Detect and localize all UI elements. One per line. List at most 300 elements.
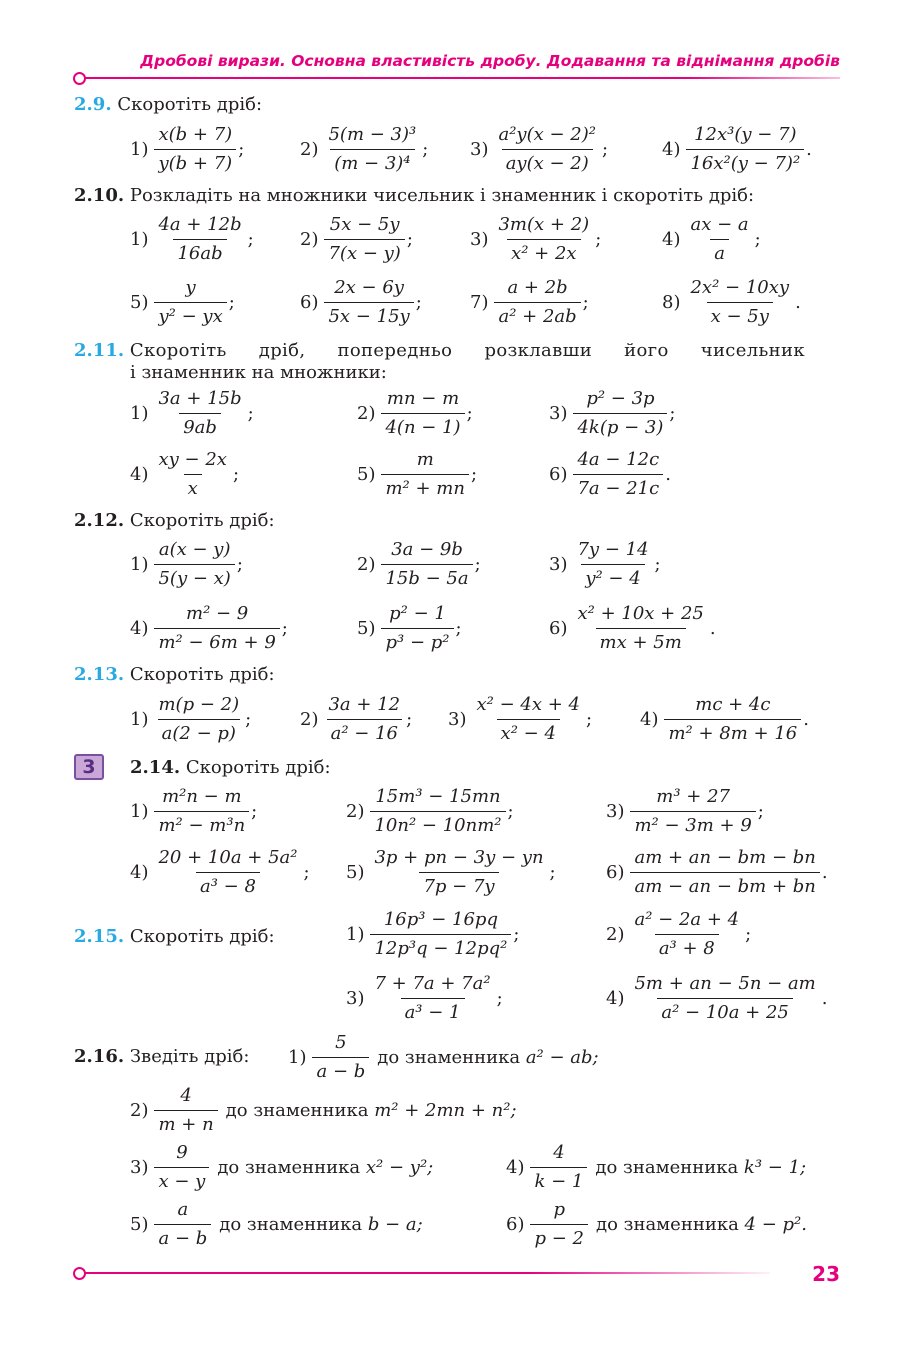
- punctuation: ;: [549, 862, 556, 883]
- fraction-numerator: 3a + 15b: [158, 388, 242, 409]
- exercise-text: Скоротіть дріб:: [129, 510, 275, 531]
- fraction: [154, 276, 226, 329]
- fraction-denominator: 15b − 5a: [381, 564, 472, 591]
- punctuation: ;: [228, 292, 235, 313]
- item-label: 1): [130, 801, 149, 822]
- fraction-denominator: a³ − 1: [401, 998, 465, 1025]
- page-number: 23: [812, 1262, 840, 1286]
- item-label: 6): [300, 292, 319, 313]
- fraction: [630, 908, 743, 961]
- item-label: 4): [606, 988, 625, 1009]
- fraction: [381, 387, 464, 440]
- fraction: [154, 123, 236, 176]
- target-denominator: 4 − p².: [744, 1214, 807, 1235]
- punctuation: ;: [754, 229, 761, 250]
- fraction-item: [357, 387, 473, 440]
- fraction-numerator: 15m³ − 15mn: [375, 786, 501, 807]
- punctuation: ;: [422, 139, 429, 160]
- fraction-denominator: y² − 4: [581, 564, 644, 591]
- fraction-denominator: a: [710, 239, 729, 266]
- punctuation: .: [803, 709, 809, 730]
- fraction-numerator: y: [185, 277, 196, 298]
- fraction-numerator: m: [416, 449, 434, 470]
- fraction-item: [549, 602, 716, 655]
- fraction-denominator: p³ − p²: [381, 628, 453, 655]
- fraction-numerator: 4a − 12c: [577, 449, 660, 470]
- exercise-number: 2.12.: [74, 510, 125, 531]
- fraction-numerator: 7 + 7a + 7a²: [374, 973, 491, 994]
- fraction-item: [300, 276, 422, 329]
- item-label: 2): [300, 139, 319, 160]
- fraction-item: [346, 908, 519, 961]
- fraction-numerator: p² − 1: [389, 603, 446, 624]
- fraction-item: [130, 1198, 423, 1251]
- fraction-item: [130, 213, 254, 266]
- fraction-numerator: mc + 4c: [695, 694, 771, 715]
- fraction-numerator: 9: [176, 1142, 188, 1163]
- fraction-denominator: a² + 2ab: [494, 302, 580, 329]
- fraction-numerator: 4: [180, 1085, 192, 1106]
- item-label: 8): [662, 292, 681, 313]
- fraction: [324, 123, 420, 176]
- fraction-item: [130, 1084, 517, 1137]
- punctuation: ;: [513, 924, 520, 945]
- fraction-item: [300, 693, 412, 746]
- to-denominator-label: до знаменника: [225, 1100, 375, 1121]
- fraction-denominator: 16ab: [173, 239, 226, 266]
- item-label: 6): [606, 862, 625, 883]
- exercise-text: Скоротіть дріб:: [129, 664, 275, 685]
- fraction-item: [300, 123, 428, 176]
- fraction-item: [506, 1141, 806, 1194]
- item-label: 6): [506, 1214, 525, 1235]
- punctuation: ;: [238, 139, 245, 160]
- fraction-item: [130, 276, 235, 329]
- item-label: 5): [130, 292, 149, 313]
- fraction-numerator: a: [177, 1199, 189, 1220]
- fraction: [154, 448, 230, 501]
- exercise-text: Скоротіть дріб:: [117, 94, 263, 115]
- exercise-number: 2.11.: [74, 340, 125, 361]
- fraction-item: [300, 213, 413, 266]
- footer-rule: [80, 1272, 770, 1274]
- fraction-denominator: x² − 4: [497, 719, 560, 746]
- exercise-text: Зведіть дріб:: [129, 1046, 250, 1067]
- fraction-item: [130, 602, 288, 655]
- fraction: [381, 448, 468, 501]
- exercise-number: 2.16.: [74, 1046, 125, 1067]
- punctuation: ;: [245, 709, 252, 730]
- fraction-denominator: m² − m³n: [154, 811, 249, 838]
- item-label: 3): [549, 554, 568, 575]
- item-label: 3): [130, 1157, 149, 1178]
- item-label: 3): [346, 988, 365, 1009]
- fraction-numerator: mn − m: [386, 388, 460, 409]
- fraction-denominator: y(b + 7): [154, 149, 236, 176]
- running-title: Дробові вирази. Основна властивість дробу. Додавання та віднімання дробів: [140, 52, 840, 70]
- fraction: [573, 448, 663, 501]
- punctuation: ;: [303, 862, 310, 883]
- fraction-denominator: a² − 10a + 25: [657, 998, 793, 1025]
- exercise-2-12-heading: [74, 510, 275, 532]
- fraction: [312, 1031, 369, 1084]
- fraction-item: [357, 448, 477, 501]
- fraction-denominator: 7(x − y): [324, 239, 404, 266]
- punctuation: .: [665, 464, 671, 485]
- fraction: [324, 693, 404, 746]
- fraction-numerator: 4: [553, 1142, 565, 1163]
- fraction-numerator: xy − 2x: [158, 449, 227, 470]
- fraction-numerator: 16p³ − 16pq: [383, 909, 498, 930]
- fraction-numerator: x(b + 7): [158, 124, 233, 145]
- fraction-denominator: 7a − 21c: [573, 474, 663, 501]
- item-label: 4): [662, 229, 681, 250]
- fraction-numerator: 12x³(y − 7): [694, 124, 797, 145]
- fraction-item: [549, 387, 675, 440]
- fraction-numerator: x² − 4x + 4: [476, 694, 580, 715]
- to-denominator-label: до знаменника: [217, 1157, 366, 1178]
- fraction-item: [640, 693, 809, 746]
- item-label: 4): [640, 709, 659, 730]
- fraction-numerator: m(p − 2): [158, 694, 240, 715]
- fraction-numerator: a(x − y): [158, 539, 231, 560]
- punctuation: .: [709, 618, 716, 639]
- punctuation: ;: [415, 292, 422, 313]
- item-label: 5): [130, 1214, 149, 1235]
- header-rule: [80, 77, 840, 79]
- fraction: [664, 693, 801, 746]
- fraction-item: [130, 448, 239, 501]
- fraction-item: [662, 213, 761, 266]
- item-label: 4): [130, 618, 149, 639]
- fraction-item: [288, 1031, 599, 1084]
- fraction-denominator: 9ab: [179, 413, 221, 440]
- item-label: 6): [549, 618, 568, 639]
- exercise-text: Скоротіть дріб, попередньо розклавши його чисельник: [129, 340, 805, 361]
- exercise-2-11-heading-line2: [130, 362, 387, 384]
- punctuation: ;: [455, 618, 462, 639]
- item-label: 3): [470, 139, 489, 160]
- item-label: 2): [130, 1100, 149, 1121]
- fraction: [573, 538, 652, 591]
- fraction-numerator: a²y(x − 2)²: [498, 124, 596, 145]
- fraction-item: [357, 538, 481, 591]
- fraction-item: [662, 123, 812, 176]
- item-label: 1): [130, 229, 149, 250]
- item-label: 1): [130, 403, 149, 424]
- footer-rule-dot: [73, 1267, 86, 1280]
- exercise-number: 2.9.: [74, 94, 112, 115]
- target-denominator: b − a;: [367, 1214, 423, 1235]
- item-label: 2): [357, 403, 376, 424]
- fraction-numerator: ax − a: [690, 214, 749, 235]
- target-denominator: a² − ab;: [525, 1047, 599, 1068]
- exercise-2-9-heading: [74, 94, 262, 116]
- fraction-denominator: x − 5y: [707, 302, 773, 329]
- fraction-numerator: 4a + 12b: [158, 214, 242, 235]
- fraction-denominator: 10n² − 10nm²: [370, 811, 505, 838]
- fraction-item: [470, 123, 608, 176]
- fraction-denominator: 5x − 15y: [324, 302, 413, 329]
- to-denominator-label: до знаменника: [377, 1047, 526, 1068]
- fraction-denominator: 12p³q − 12pq²: [370, 934, 511, 961]
- punctuation: ;: [757, 801, 764, 822]
- fraction: [324, 213, 404, 266]
- item-label: 3): [470, 229, 489, 250]
- fraction-denominator: a³ − 8: [196, 872, 260, 899]
- item-label: 2): [300, 229, 319, 250]
- item-label: 3): [448, 709, 467, 730]
- fraction-denominator: mx + 5m: [596, 628, 686, 655]
- fraction-item: [357, 602, 462, 655]
- to-denominator-label: до знаменника: [595, 1214, 745, 1235]
- exercise-2-13-heading: [74, 664, 275, 686]
- fraction-numerator: p² − 3p: [586, 388, 655, 409]
- exercise-number: 2.14.: [130, 757, 181, 778]
- item-label: 1): [130, 554, 149, 575]
- item-label: 2): [300, 709, 319, 730]
- item-label: 2): [346, 801, 365, 822]
- item-label: 4): [662, 139, 681, 160]
- fraction-numerator: 3a − 9b: [391, 539, 463, 560]
- exercise-2-15-heading: [74, 926, 275, 948]
- target-denominator: x² − y²;: [365, 1157, 434, 1178]
- fraction-item: [130, 846, 310, 899]
- fraction: [494, 276, 580, 329]
- fraction-denominator: ay(x − 2): [502, 149, 593, 176]
- fraction-item: [346, 972, 503, 1025]
- target-denominator-text: [595, 1157, 806, 1178]
- fraction-numerator: m³ + 27: [656, 786, 730, 807]
- target-denominator-text: [226, 1100, 517, 1121]
- fraction-item: [549, 448, 671, 501]
- exercise-number: 2.10.: [74, 185, 125, 206]
- punctuation: ;: [236, 554, 243, 575]
- item-label: 1): [130, 709, 149, 730]
- punctuation: ;: [406, 709, 413, 730]
- fraction-denominator: am − an − bm + bn: [630, 872, 819, 899]
- fraction-denominator: m² + 8m + 16: [664, 719, 801, 746]
- fraction: [154, 602, 279, 655]
- fraction-numerator: 3a + 12: [328, 694, 401, 715]
- item-label: 4): [506, 1157, 525, 1178]
- punctuation: ;: [232, 464, 240, 485]
- fraction-numerator: 2x² − 10xy: [690, 277, 790, 298]
- fraction-item: [549, 538, 661, 591]
- punctuation: ;: [654, 554, 661, 575]
- exercise-2-11-heading: [74, 340, 805, 362]
- exercise-2-16-heading: [74, 1046, 249, 1068]
- target-denominator-text: [377, 1047, 598, 1068]
- fraction-item: [130, 123, 244, 176]
- fraction: [630, 972, 819, 1025]
- fraction-item: [130, 538, 243, 591]
- target-denominator: m² + 2mn + n²;: [374, 1100, 517, 1121]
- fraction-numerator: 3p + pn − 3y − yn: [374, 847, 544, 868]
- fraction-denominator: x − y: [154, 1167, 209, 1194]
- punctuation: ;: [585, 709, 593, 730]
- fraction-item: [346, 785, 514, 838]
- fraction-denominator: m + n: [154, 1110, 217, 1137]
- fraction-item: [506, 1198, 807, 1251]
- item-label: 1): [130, 139, 149, 160]
- fraction-item: [606, 846, 828, 899]
- fraction-denominator: x² + 2x: [507, 239, 581, 266]
- fraction-item: [130, 1141, 433, 1194]
- fraction-numerator: a + 2b: [507, 277, 568, 298]
- punctuation: ;: [582, 292, 589, 313]
- fraction: [154, 213, 245, 266]
- fraction-item: [606, 908, 751, 961]
- fraction-numerator: 5x − 5y: [329, 214, 400, 235]
- item-label: 4): [130, 862, 149, 883]
- exercise-text: Скоротіть дріб:: [129, 926, 275, 947]
- fraction-numerator: m²n − m: [162, 786, 242, 807]
- exercise-2-14-heading: [130, 757, 331, 779]
- punctuation: ;: [406, 229, 413, 250]
- fraction-item: [130, 693, 251, 746]
- exercise-text: Скоротіть дріб:: [185, 757, 331, 778]
- item-label: 1): [288, 1047, 307, 1068]
- fraction-numerator: 5m + an − 5n − am: [634, 973, 816, 994]
- fraction: [154, 785, 249, 838]
- item-label: 1): [346, 924, 365, 945]
- fraction-denominator: m² − 3m + 9: [630, 811, 755, 838]
- fraction-numerator: 20 + 10a + 5a²: [158, 847, 298, 868]
- target-denominator: k³ − 1;: [743, 1157, 807, 1178]
- fraction-item: [606, 785, 764, 838]
- fraction: [324, 276, 413, 329]
- page-footer: [0, 1262, 918, 1302]
- fraction: [154, 538, 234, 591]
- target-denominator-text: [219, 1214, 422, 1235]
- fraction-denominator: p − 2: [530, 1224, 588, 1251]
- fraction-denominator: a(2 − p): [158, 719, 240, 746]
- fraction: [472, 693, 583, 746]
- fraction-item: [448, 693, 592, 746]
- fraction-denominator: 5(y − x): [154, 564, 234, 591]
- punctuation: .: [795, 292, 801, 313]
- fraction: [686, 123, 804, 176]
- exercise-text: і знаменник на множники:: [130, 362, 387, 383]
- fraction-numerator: 2x − 6y: [334, 277, 404, 298]
- level-badge: 3: [74, 754, 104, 780]
- target-denominator-text: [596, 1214, 807, 1235]
- fraction: [370, 785, 505, 838]
- fraction-numerator: 7y − 14: [577, 539, 649, 560]
- item-label: 5): [357, 618, 376, 639]
- fraction-item: [130, 387, 254, 440]
- fraction-numerator: 3m(x + 2): [498, 214, 590, 235]
- fraction-numerator: x² + 10x + 25: [577, 603, 704, 624]
- fraction-denominator: m² + mn: [381, 474, 468, 501]
- fraction: [370, 908, 511, 961]
- fraction-item: [662, 276, 801, 329]
- fraction-denominator: a² − 16: [327, 719, 402, 746]
- fraction: [494, 123, 600, 176]
- fraction: [530, 1198, 588, 1251]
- punctuation: ;: [247, 229, 254, 250]
- exercise-number: 2.13.: [74, 664, 125, 685]
- punctuation: ;: [470, 464, 478, 485]
- punctuation: .: [821, 862, 828, 883]
- fraction-numerator: p: [553, 1199, 565, 1220]
- item-label: 4): [130, 464, 149, 485]
- fraction-numerator: m² − 9: [186, 603, 249, 624]
- fraction-denominator: a − b: [154, 1224, 211, 1251]
- fraction: [154, 846, 301, 899]
- item-label: 5): [346, 862, 365, 883]
- fraction-item: [130, 785, 257, 838]
- fraction-denominator: 4(n − 1): [381, 413, 464, 440]
- fraction: [630, 846, 819, 899]
- punctuation: ;: [669, 403, 676, 424]
- fraction-item: [470, 213, 601, 266]
- fraction-item: [470, 276, 589, 329]
- punctuation: ;: [251, 801, 258, 822]
- header-rule-dot: [73, 72, 86, 85]
- fraction: [686, 213, 752, 266]
- fraction-item: [606, 972, 827, 1025]
- punctuation: ;: [474, 554, 481, 575]
- item-label: 2): [606, 924, 625, 945]
- fraction-denominator: 16x²(y − 7)²: [686, 149, 804, 176]
- fraction: [154, 1141, 209, 1194]
- fraction: [370, 846, 547, 899]
- fraction-denominator: y² − yx: [154, 302, 226, 329]
- punctuation: ;: [281, 618, 288, 639]
- item-label: 3): [549, 403, 568, 424]
- fraction-denominator: 4k(p − 3): [573, 413, 667, 440]
- fraction-numerator: 5: [335, 1032, 347, 1053]
- fraction-denominator: a − b: [312, 1057, 369, 1084]
- punctuation: ;: [745, 924, 752, 945]
- item-label: 5): [357, 464, 376, 485]
- fraction: [686, 276, 793, 329]
- fraction-item: [346, 846, 556, 899]
- exercise-number: 2.15.: [74, 926, 125, 947]
- fraction: [573, 387, 667, 440]
- fraction: [494, 213, 593, 266]
- fraction-denominator: m² − 6m + 9: [154, 628, 279, 655]
- fraction-numerator: a² − 2a + 4: [634, 909, 740, 930]
- fraction-denominator: (m − 3)⁴: [330, 149, 414, 176]
- fraction: [154, 1084, 217, 1137]
- page-header: [0, 50, 918, 86]
- punctuation: ;: [496, 988, 503, 1009]
- fraction-numerator: am + an − bm − bn: [634, 847, 816, 868]
- fraction-denominator: x: [184, 474, 202, 501]
- item-label: 2): [357, 554, 376, 575]
- fraction: [381, 538, 472, 591]
- punctuation: .: [821, 988, 828, 1009]
- fraction: [154, 387, 245, 440]
- punctuation: ;: [602, 139, 609, 160]
- fraction: [573, 602, 707, 655]
- fraction: [154, 1198, 211, 1251]
- to-denominator-label: до знаменника: [595, 1157, 744, 1178]
- punctuation: ;: [595, 229, 602, 250]
- punctuation: ;: [247, 403, 254, 424]
- fraction-denominator: k − 1: [530, 1167, 587, 1194]
- item-label: 7): [470, 292, 489, 313]
- fraction: [381, 602, 453, 655]
- fraction: [530, 1141, 587, 1194]
- punctuation: ;: [466, 403, 473, 424]
- fraction: [630, 785, 755, 838]
- item-label: 6): [549, 464, 568, 485]
- punctuation: .: [806, 139, 812, 160]
